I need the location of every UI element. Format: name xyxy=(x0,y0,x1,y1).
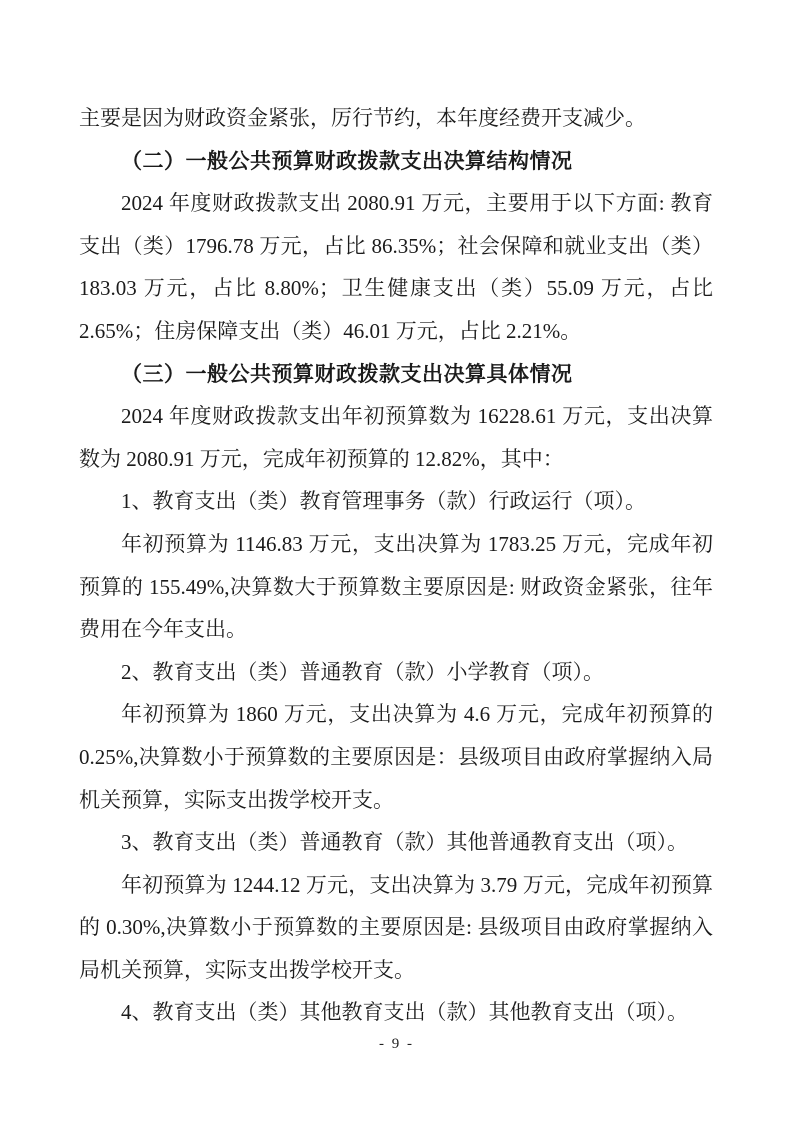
page-footer xyxy=(0,1036,793,1053)
section-heading: （三）一般公共预算财政拨款支出决算具体情况 xyxy=(121,361,573,386)
paragraph: 2024 年度财政拨款支出 2080.91 万元，主要用于以下方面: 教育支出（类）1796.78 万元，占比 86.35%；社会保障和就业支出（类）183.03 万元，占比 8.80%；卫生健康支出（类）55.09 万元，占比 2.65%；住房保障支出（类）46.01 万元，占比 2.21%。 xyxy=(79,191,713,343)
paragraph: 年初预算为 1244.12 万元，支出决算为 3.79 万元，完成年初预算的 0.30%,决算数小于预算数的主要原因是: 县级项目由政府掌握纳入局机关预算，实际支出拨学校开支。 xyxy=(79,872,713,982)
paragraph: 3、教育支出（类）普通教育（款）其他普通教育支出（项）。 xyxy=(121,830,688,855)
section-heading: （二）一般公共预算财政拨款支出决算结构情况 xyxy=(121,148,573,173)
paragraph: 2、教育支出（类）普通教育（款）小学教育（项）。 xyxy=(121,659,604,684)
paragraph: 主要是因为财政资金紧张，厉行节约，本年度经费开支减少。 xyxy=(79,106,646,130)
paragraph: 2024 年度财政拨款支出年初预算数为 16228.61 万元，支出决算数为 2080.91 万元，完成年初预算的 12.82%，其中： xyxy=(79,404,713,471)
paragraph: 年初预算为 1146.83 万元，支出决算为 1783.25 万元，完成年初预算的 155.49%,决算数大于预算数主要原因是: 财政资金紧张，往年费用在今年支出。 xyxy=(79,531,713,642)
paragraph: 1、教育支出（类）教育管理事务（款）行政运行（项）。 xyxy=(121,489,646,514)
document-content xyxy=(79,97,713,1034)
paragraph: 年初预算为 1860 万元，支出决算为 4.6 万元，完成年初预算的 0.25%,决算数小于预算数的主要原因是：县级项目由政府掌握纳入局机关预算，实际支出拨学校开支。 xyxy=(79,702,713,812)
page-number: - 9 - xyxy=(379,1036,414,1052)
paragraph: 4、教育支出（类）其他教育支出（款）其他教育支出（项）。 xyxy=(121,1000,688,1025)
